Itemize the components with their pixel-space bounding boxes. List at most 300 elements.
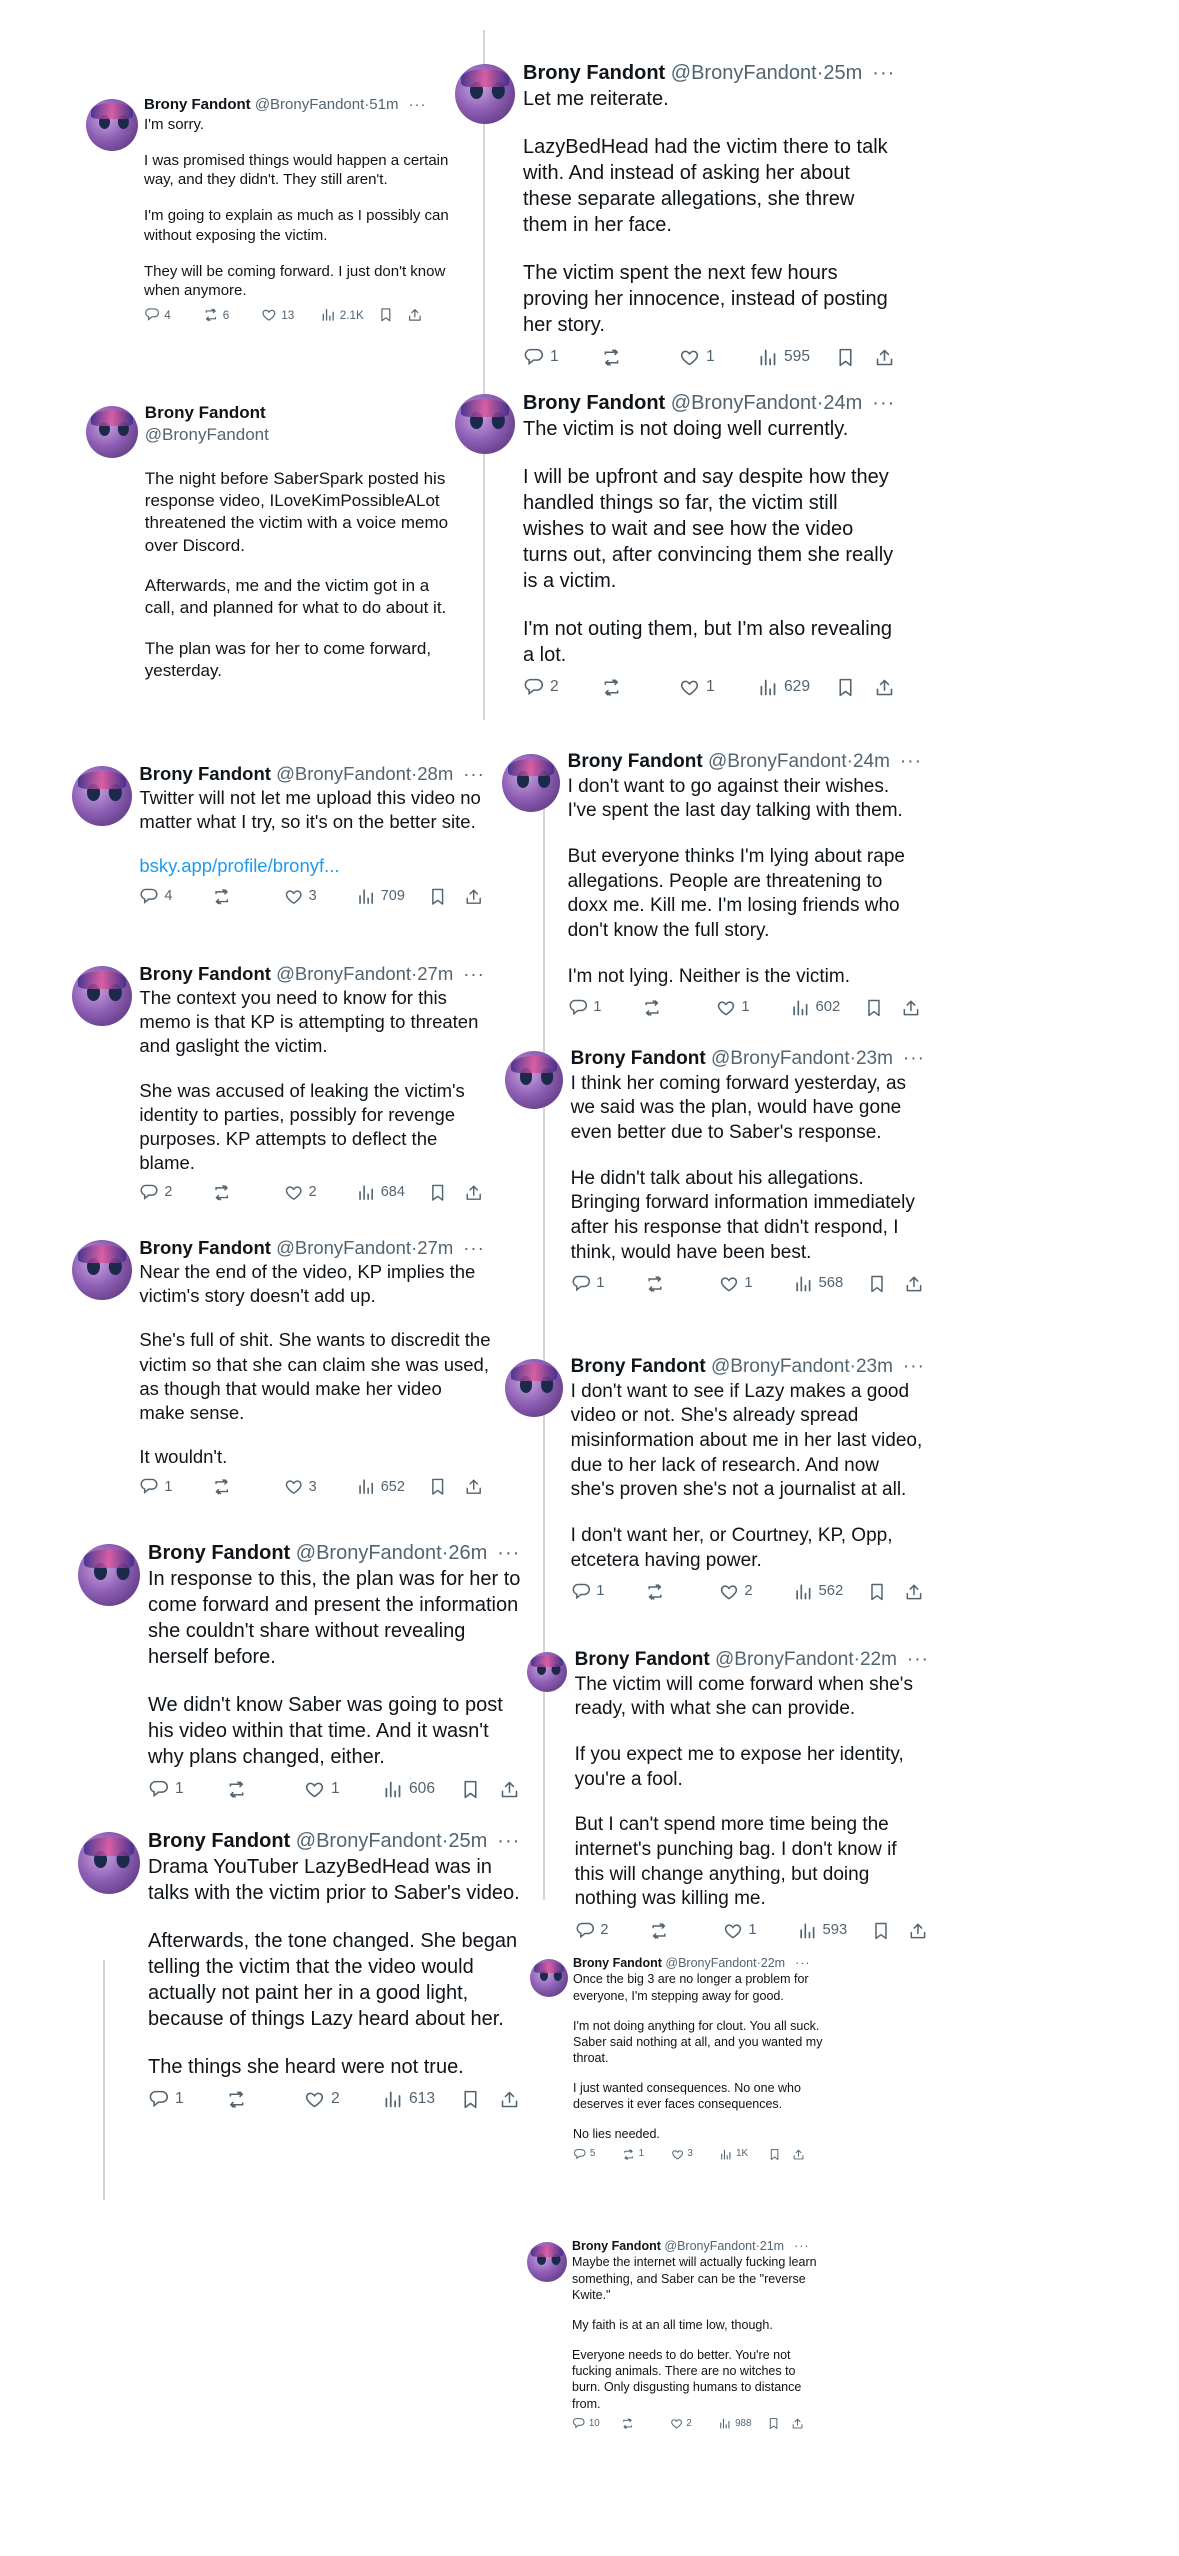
author-handle[interactable]: @BronyFandont <box>254 96 365 113</box>
author-name[interactable]: Brony Fandont <box>523 392 666 414</box>
avatar[interactable] <box>455 394 515 454</box>
views-icon <box>382 1779 403 1800</box>
like-button[interactable] <box>304 1779 364 1800</box>
views-button[interactable] <box>793 1582 850 1602</box>
tweet-paragraph: The victim will come forward when she's ready, with what she can provide. <box>574 1673 913 1720</box>
author-handle[interactable]: @BronyFandont <box>276 963 412 984</box>
views-icon <box>718 2417 731 2430</box>
share-button[interactable] <box>874 677 895 698</box>
like-count: 13 <box>281 308 295 322</box>
reply-button[interactable] <box>148 2089 208 2110</box>
tweet-paragraph: In response to this, the plan was for her to come forward and present the information she couldn't share without revealing herself before. <box>148 1568 521 1668</box>
avatar[interactable] <box>505 1359 563 1417</box>
tweet-paragraph: I'm not outing them, but I'm also revealing a lot. <box>523 618 892 666</box>
repost-icon <box>226 2089 247 2110</box>
share-button[interactable] <box>464 1477 483 1496</box>
timestamp[interactable]: 27m <box>417 1237 454 1258</box>
action-bar <box>573 2148 830 2161</box>
reply-count: 1 <box>550 348 559 366</box>
tweet-header <box>148 1540 528 1566</box>
bookmark-icon <box>460 1779 481 1800</box>
repost-button[interactable] <box>203 307 248 323</box>
action-bar <box>144 307 451 323</box>
avatar[interactable] <box>78 1544 140 1606</box>
repost-button[interactable] <box>212 1183 268 1202</box>
bookmark-button[interactable] <box>768 2148 781 2161</box>
tweet-paragraph: I don't want her, or Courtney, KP, Opp, etcetera having power. <box>570 1525 893 1571</box>
like-count: 2 <box>744 1583 753 1600</box>
like-button[interactable] <box>284 887 340 906</box>
heart-icon <box>719 1582 739 1602</box>
author-name[interactable]: Brony Fandont <box>139 763 271 784</box>
avatar[interactable] <box>530 1959 568 1997</box>
timestamp[interactable]: 22m <box>859 1649 897 1670</box>
share-icon <box>499 2089 520 2110</box>
tweet-paragraph: Everyone needs to do better. You're not fucking animals. There are no witches to burn. Only disgusting humans to distance from. <box>572 2347 802 2411</box>
bookmark-button[interactable] <box>767 2417 780 2430</box>
reply-button[interactable] <box>568 998 625 1018</box>
timestamp[interactable]: 24m <box>823 392 863 414</box>
like-count: 1 <box>706 678 715 696</box>
reply-button[interactable] <box>139 1477 195 1496</box>
separator-dot: · <box>755 2239 760 2253</box>
like-button[interactable] <box>261 307 306 323</box>
tweet-paragraph: No lies needed. <box>573 2127 660 2142</box>
bookmark-icon <box>835 347 856 368</box>
repost-button[interactable] <box>226 2089 286 2110</box>
tweet-paragraph: But I can't spend more time being the internet's punching bag. I don't know if this will change anything, but doing nothing was killing me. <box>574 1814 897 1910</box>
like-button[interactable] <box>670 2417 708 2430</box>
tweet-body <box>139 1236 492 1497</box>
views-button[interactable] <box>320 307 365 323</box>
tweet-text <box>568 775 917 990</box>
more-icon[interactable]: ··· <box>497 1542 521 1564</box>
action-bar <box>148 1779 528 1800</box>
heart-icon <box>284 1183 303 1202</box>
avatar[interactable] <box>86 99 138 151</box>
bookmark-button[interactable] <box>864 998 884 1018</box>
reply-count: 4 <box>164 888 173 905</box>
tweet-text <box>139 986 492 1175</box>
reply-count: 1 <box>596 1583 605 1600</box>
like-button[interactable] <box>719 1582 776 1602</box>
bookmark-button[interactable] <box>378 307 394 323</box>
repost-icon <box>212 887 231 906</box>
action-bar <box>523 677 900 698</box>
views-icon <box>320 307 336 323</box>
author-handle[interactable]: @BronyFandont <box>295 1830 442 1852</box>
more-icon[interactable]: ··· <box>463 763 485 784</box>
heart-icon <box>261 307 277 323</box>
repost-icon <box>645 1274 665 1294</box>
action-bar <box>139 1477 492 1496</box>
bookmark-icon <box>460 2089 481 2110</box>
more-icon[interactable]: ··· <box>463 1237 485 1258</box>
separator-dot: · <box>849 1048 856 1069</box>
repost-button[interactable] <box>601 677 661 698</box>
share-button[interactable] <box>464 1183 483 1202</box>
repost-icon <box>649 1921 669 1941</box>
timestamp[interactable]: 23m <box>855 1048 893 1069</box>
like-button[interactable] <box>679 677 739 698</box>
views-count: 568 <box>818 1275 844 1292</box>
tweet-body <box>523 390 900 698</box>
action-bar <box>568 998 917 1018</box>
author-name[interactable]: Brony Fandont <box>144 96 251 113</box>
bookmark-icon <box>867 1582 887 1602</box>
share-button[interactable] <box>904 1582 924 1602</box>
tweet-text <box>573 1971 830 2142</box>
author-name[interactable]: Brony Fandont <box>139 1237 271 1258</box>
reply-count: 5 <box>589 2148 596 2160</box>
heart-icon <box>679 347 700 368</box>
bookmark-icon <box>867 1274 887 1294</box>
tweet-text <box>523 416 900 668</box>
separator-dot: · <box>816 392 824 414</box>
views-button[interactable] <box>757 677 817 698</box>
timestamp[interactable]: 28m <box>417 763 454 784</box>
bookmark-button[interactable] <box>835 347 856 368</box>
views-count: 652 <box>380 1478 405 1495</box>
tweet-body <box>574 1648 929 1940</box>
bookmark-button[interactable] <box>460 1779 481 1800</box>
tweet-header <box>139 1236 492 1260</box>
author-handle[interactable]: @BronyFandont <box>710 1048 850 1069</box>
tweet-text <box>572 2254 827 2412</box>
tweet-body <box>571 1355 923 1602</box>
share-button[interactable] <box>464 887 483 906</box>
separator-dot: · <box>441 1830 449 1852</box>
timestamp[interactable]: 26m <box>448 1542 488 1564</box>
author-name[interactable]: Brony Fandont <box>144 403 266 422</box>
avatar[interactable] <box>502 754 560 812</box>
bookmark-icon <box>378 307 394 323</box>
like-button[interactable] <box>284 1183 340 1202</box>
more-icon[interactable]: ··· <box>872 392 896 414</box>
reply-button[interactable] <box>572 2417 610 2430</box>
more-icon[interactable]: ··· <box>794 2239 810 2253</box>
repost-icon <box>622 2148 635 2161</box>
more-icon[interactable]: ··· <box>795 1956 811 1970</box>
views-button[interactable] <box>790 998 847 1018</box>
avatar[interactable] <box>72 766 132 826</box>
views-count: 988 <box>735 2417 752 2429</box>
reply-button[interactable] <box>523 677 583 698</box>
separator-dot: · <box>756 1956 761 1970</box>
reply-icon <box>148 2089 169 2110</box>
bookmark-button[interactable] <box>871 1921 891 1941</box>
like-button[interactable] <box>679 347 739 368</box>
views-button[interactable] <box>718 2417 756 2430</box>
repost-count: 6 <box>222 308 230 322</box>
repost-button[interactable] <box>226 1779 286 1800</box>
tweet-paragraph: Afterwards, me and the victim got in a call, and planned for what to do about it. <box>144 576 447 618</box>
action-bar <box>575 1921 923 1941</box>
views-button[interactable] <box>797 1921 854 1941</box>
author-name[interactable]: Brony Fandont <box>567 751 703 772</box>
tweet-link[interactable]: bsky.app/profile/bronyf... <box>139 855 340 877</box>
heart-icon <box>723 1921 743 1941</box>
author-handle[interactable]: @BronyFandont <box>707 751 847 772</box>
like-button[interactable] <box>284 1477 340 1496</box>
views-button[interactable] <box>382 1779 442 1800</box>
views-count: 629 <box>784 678 811 696</box>
repost-icon <box>642 998 662 1018</box>
action-bar <box>572 2417 827 2430</box>
like-button[interactable] <box>671 2148 709 2161</box>
timestamp[interactable]: 27m <box>417 963 454 984</box>
views-count: 709 <box>380 888 405 905</box>
bookmark-icon <box>428 887 447 906</box>
repost-button[interactable] <box>212 887 268 906</box>
views-count: 602 <box>815 999 841 1016</box>
more-icon[interactable]: ··· <box>408 96 427 113</box>
bookmark-button[interactable] <box>428 1477 447 1496</box>
views-button[interactable] <box>356 1183 412 1202</box>
reply-button[interactable] <box>144 307 189 323</box>
bookmark-icon <box>428 1477 447 1496</box>
reply-count: 2 <box>600 1921 609 1938</box>
tweet-header <box>573 1955 830 1971</box>
repost-button[interactable] <box>642 998 699 1018</box>
avatar[interactable] <box>455 64 515 124</box>
author-name[interactable]: Brony Fandont <box>572 2239 661 2253</box>
tweet-text <box>523 86 900 338</box>
bookmark-button[interactable] <box>867 1274 887 1294</box>
author-name[interactable]: Brony Fandont <box>139 963 271 984</box>
tweet-paragraph: I don't want to see if Lazy makes a good video or not. She's already spread misinformation about me in her last video, due to her lack of research. And now she's proven she's not a journalist at all. <box>570 1380 923 1501</box>
bookmark-button[interactable] <box>835 677 856 698</box>
tweet-paragraph: The plan was for her to come forward, yesterday. <box>144 639 432 681</box>
tweet-header <box>144 95 451 115</box>
reply-button[interactable] <box>571 1274 628 1294</box>
action-bar <box>571 1582 923 1602</box>
more-icon[interactable]: ··· <box>872 62 896 84</box>
reply-icon <box>148 1779 169 1800</box>
action-bar <box>148 2089 528 2110</box>
share-icon <box>499 1779 520 1800</box>
bookmark-button[interactable] <box>867 1582 887 1602</box>
tweet-body <box>139 962 492 1202</box>
tweet-body <box>571 1047 923 1294</box>
reply-button[interactable] <box>139 887 195 906</box>
timestamp[interactable]: 25m <box>448 1830 488 1852</box>
share-button[interactable] <box>407 307 423 323</box>
like-button[interactable] <box>719 1274 776 1294</box>
views-button[interactable] <box>793 1274 850 1294</box>
action-bar <box>139 887 492 906</box>
reply-icon <box>571 1582 591 1602</box>
author-name[interactable]: Brony Fandont <box>570 1048 706 1069</box>
views-icon <box>797 1921 817 1941</box>
views-button[interactable] <box>757 347 817 368</box>
thread-divider <box>483 30 485 720</box>
views-button[interactable] <box>382 2089 442 2110</box>
author-handle[interactable]: @BronyFandont <box>710 1356 850 1377</box>
more-icon[interactable]: ··· <box>906 1649 929 1670</box>
author-handle[interactable]: @BronyFandont <box>714 1649 854 1670</box>
reply-count: 10 <box>588 2417 600 2429</box>
author-handle[interactable]: @BronyFandont <box>670 62 817 84</box>
reply-button[interactable] <box>523 347 583 368</box>
repost-icon <box>601 347 622 368</box>
reply-button[interactable] <box>575 1921 632 1941</box>
share-button[interactable] <box>499 2089 520 2110</box>
share-button[interactable] <box>499 1779 520 1800</box>
share-icon <box>908 1921 928 1941</box>
share-icon <box>464 1477 483 1496</box>
tweet-text <box>144 115 451 301</box>
timestamp[interactable]: 24m <box>852 751 890 772</box>
like-button[interactable] <box>304 2089 364 2110</box>
tweet-paragraph: The night before SaberSpark posted his response video, ILoveKimPossibleALot threatened the victim with a voice memo over Discord. <box>144 469 449 555</box>
reply-button[interactable] <box>148 1779 208 1800</box>
author-name[interactable]: Brony Fandont <box>574 1649 710 1670</box>
heart-icon <box>304 1779 325 1800</box>
bookmark-button[interactable] <box>428 887 447 906</box>
repost-button[interactable] <box>645 1274 702 1294</box>
separator-dot: · <box>411 963 418 984</box>
avatar[interactable] <box>72 966 132 1026</box>
author-name[interactable]: Brony Fandont <box>523 62 666 84</box>
views-count: 684 <box>380 1184 405 1201</box>
repost-button[interactable] <box>645 1582 702 1602</box>
like-button[interactable] <box>716 998 773 1018</box>
author-handle[interactable]: @BronyFandont <box>276 1237 412 1258</box>
like-button[interactable] <box>723 1921 780 1941</box>
share-button[interactable] <box>791 2417 804 2430</box>
more-icon[interactable]: ··· <box>463 963 485 984</box>
action-bar <box>523 347 900 368</box>
avatar[interactable] <box>72 1240 132 1300</box>
share-icon <box>464 1183 483 1202</box>
views-count: 613 <box>409 2090 436 2108</box>
share-icon <box>904 1274 924 1294</box>
tweet-text <box>571 1072 923 1266</box>
repost-icon <box>203 307 219 323</box>
avatar[interactable] <box>527 2242 567 2282</box>
separator-dot: · <box>441 1542 449 1564</box>
views-button[interactable] <box>719 2148 757 2161</box>
author-name[interactable]: Brony Fandont <box>148 1542 291 1564</box>
tweet-paragraph: We didn't know Saber was going to post his video within that time. And it wasn't why plans changed, either. <box>148 1694 503 1768</box>
tweet-body <box>523 60 900 368</box>
share-button[interactable] <box>792 2148 805 2161</box>
avatar[interactable] <box>527 1652 567 1692</box>
share-button[interactable] <box>904 1274 924 1294</box>
views-button[interactable] <box>356 1477 412 1496</box>
author-handle[interactable]: @BronyFandont <box>295 1542 442 1564</box>
tweet-body <box>148 1540 528 1800</box>
author-name[interactable]: Brony Fandont <box>148 1830 291 1852</box>
reply-icon <box>572 2417 585 2430</box>
reply-button[interactable] <box>571 1582 628 1602</box>
like-count: 2 <box>308 1184 317 1201</box>
author-name[interactable]: Brony Fandont <box>573 1956 662 1970</box>
tweet-paragraph: Twitter will not let me upload this video no matter what I try, so it's on the better site. <box>139 787 481 833</box>
reply-icon <box>575 1921 595 1941</box>
bookmark-button[interactable] <box>460 2089 481 2110</box>
reply-count: 1 <box>175 1780 184 1798</box>
share-icon <box>791 2417 804 2430</box>
tweet-body <box>573 1955 830 2161</box>
separator-dot: · <box>411 763 418 784</box>
more-icon[interactable]: ··· <box>902 1048 925 1069</box>
share-button[interactable] <box>874 347 895 368</box>
author-handle[interactable]: @BronyFandont <box>276 763 412 784</box>
tweet-paragraph: The victim spent the next few hours proving her innocence, instead of posting her story. <box>523 262 888 336</box>
avatar[interactable] <box>78 1832 140 1894</box>
timestamp[interactable]: 25m <box>823 62 863 84</box>
tweet-paragraph: I will be upfront and say despite how they handled things so far, the victim still wishes to wait and see how the video turns out, after convincing them she really is a victim. <box>523 466 894 592</box>
tweet-header <box>571 1047 923 1072</box>
timestamp[interactable]: 23m <box>855 1356 893 1377</box>
heart-icon <box>304 2089 325 2110</box>
author-handle[interactable]: @BronyFandont <box>670 392 817 414</box>
repost-button[interactable] <box>649 1921 706 1941</box>
repost-button[interactable] <box>601 347 661 368</box>
author-handle[interactable]: @BronyFandont <box>664 2239 756 2253</box>
tweet-header <box>567 750 922 775</box>
bookmark-button[interactable] <box>428 1183 447 1202</box>
more-icon[interactable]: ··· <box>497 1830 521 1852</box>
tweet-header <box>571 1355 923 1380</box>
tweet-paragraph: The context you need to know for this memo is that KP is attempting to threaten and gaslight the victim. <box>139 987 479 1057</box>
thread-divider <box>103 1960 105 2200</box>
reply-icon <box>523 677 544 698</box>
bookmark-icon <box>871 1921 891 1941</box>
more-icon[interactable]: ··· <box>902 1356 925 1377</box>
avatar[interactable] <box>86 406 138 458</box>
tweet-paragraph: If you expect me to expose her identity, you're a fool. <box>574 1743 904 1790</box>
tweet-paragraph: Once the big 3 are no longer a problem for everyone, I'm stepping away for good. <box>573 1972 809 2003</box>
tweet-body <box>144 95 451 323</box>
like-count: 1 <box>744 1275 753 1292</box>
like-count: 3 <box>308 888 317 905</box>
views-button[interactable] <box>356 887 412 906</box>
reply-button[interactable] <box>139 1183 195 1202</box>
repost-button[interactable] <box>621 2417 659 2430</box>
repost-button[interactable] <box>622 2148 660 2161</box>
reply-icon <box>139 1183 158 1202</box>
repost-button[interactable] <box>212 1477 268 1496</box>
views-count: 562 <box>818 1583 844 1600</box>
tweet-paragraph: Let me reiterate. <box>523 88 669 110</box>
timestamp[interactable]: 21m <box>759 2239 785 2253</box>
tweet-header <box>139 762 492 786</box>
share-icon <box>874 677 895 698</box>
reply-count: 1 <box>596 1275 605 1292</box>
tweet-body <box>139 762 492 906</box>
author-name[interactable]: Brony Fandont <box>570 1356 706 1377</box>
repost-icon <box>645 1582 665 1602</box>
tweet-paragraph: Maybe the internet will actually fucking learn something, and Saber can be the "reverse Kwite." <box>572 2255 817 2302</box>
like-count: 1 <box>331 1780 340 1798</box>
tweet-paragraph: I don't want to go against their wishes. I've spent the last day talking with them. <box>567 775 903 822</box>
timestamp[interactable]: 22m <box>760 1956 786 1970</box>
share-button[interactable] <box>908 1921 928 1941</box>
views-icon <box>356 1183 375 1202</box>
author-handle[interactable]: @BronyFandont <box>665 1956 757 1970</box>
author-handle[interactable]: @BronyFandont <box>144 425 269 445</box>
more-icon[interactable]: ··· <box>899 751 922 772</box>
separator-dot: · <box>816 62 824 84</box>
reply-button[interactable] <box>573 2148 611 2161</box>
avatar[interactable] <box>505 1051 563 1109</box>
share-button[interactable] <box>901 998 921 1018</box>
tweet-text <box>571 1380 923 1574</box>
timestamp[interactable]: 51m <box>369 96 399 113</box>
